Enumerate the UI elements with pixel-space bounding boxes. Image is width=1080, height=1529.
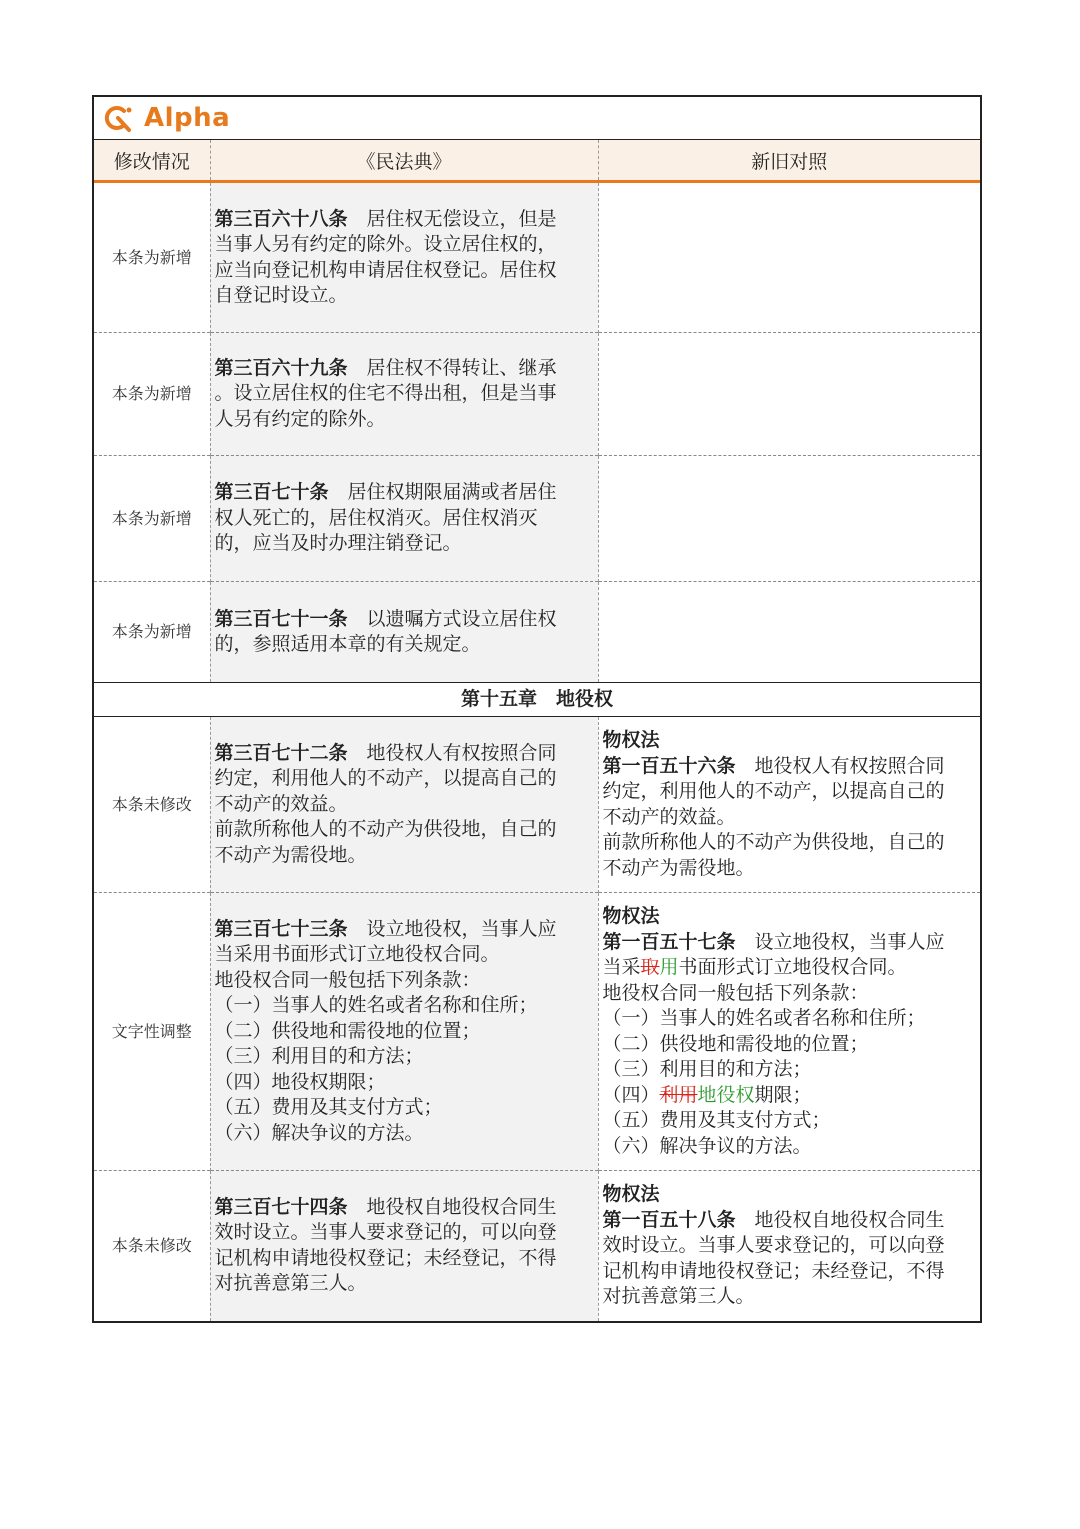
civil-code-cell <box>210 182 598 333</box>
text-line: （一）当事人的姓名或者名称和住所； <box>602 1007 926 1029</box>
old-law-name: 物权法 <box>602 905 660 927</box>
text-line: 以遗嘱方式设立居住权 <box>366 607 557 630</box>
text-line: （六）解决争议的方法。 <box>214 1121 424 1144</box>
chapter-row <box>94 683 980 717</box>
text-line: 当事人另有约定的除外。设立居住权的， <box>214 233 557 255</box>
text-line: （二）供役地和需役地的位置； <box>602 1032 869 1055</box>
article-number: 第三百七十四条 <box>214 1195 348 1218</box>
header-civil-code: 《民法典》 <box>210 140 598 182</box>
civil-code-cell <box>210 893 598 1171</box>
civil-code-cell <box>210 582 598 683</box>
compare-cell <box>598 182 980 333</box>
text-line: 约定，利用他人的不动产，以提高自己的 <box>602 780 945 802</box>
text-line: （三）利用目的和方法； <box>602 1058 812 1080</box>
text-line: 居住权无偿设立，但是 <box>366 207 557 230</box>
civil-code-cell <box>210 456 598 582</box>
article-number: 第三百七十三条 <box>214 917 348 940</box>
text-line: 地役权人有权按照合同 <box>754 754 945 777</box>
text-line: （五）费用及其支付方式； <box>602 1109 831 1131</box>
header-compare: 新旧对照 <box>598 140 980 182</box>
text-segment: 书面形式订立地役权合同。 <box>678 956 907 978</box>
compare-cell <box>598 717 980 893</box>
header-status: 修改情况 <box>94 140 210 182</box>
old-article-number: 第一百五十八条 <box>602 1208 736 1231</box>
text-line: 约定，利用他人的不动产，以提高自己的 <box>214 767 557 790</box>
text-segment: （四） <box>602 1083 660 1106</box>
text-line: （六）解决争议的方法。 <box>602 1134 812 1157</box>
text-line: 不动产为需役地。 <box>214 843 367 866</box>
article-number: 第三百七十一条 <box>214 607 348 630</box>
table-row <box>94 333 980 456</box>
text-segment: 期限； <box>754 1083 812 1106</box>
text-line-redline <box>603 1083 977 1109</box>
text-line: 地役权自地役权合同生 <box>366 1195 557 1218</box>
text-line: 地役权合同一般包括下列条款： <box>214 968 481 991</box>
status-cell: 本条为新增 <box>111 247 192 267</box>
old-law-name: 物权法 <box>602 1183 660 1205</box>
table-row <box>94 1171 980 1321</box>
text-line: 对抗善意第三人。 <box>602 1285 755 1307</box>
compare-cell <box>598 582 980 683</box>
chapter-heading: 第十五章 地役权 <box>94 683 980 717</box>
text-line: 自登记时设立。 <box>214 284 348 306</box>
text-line: 对抗善意第三人。 <box>214 1272 367 1295</box>
status-cell: 文字性调整 <box>94 893 210 1171</box>
text-line: 地役权人有权按照合同 <box>366 741 557 764</box>
text-line: 居住权期限届满或者居住 <box>347 481 557 504</box>
text-line: 效时设立。当事人要求登记的，可以向登 <box>214 1221 557 1244</box>
compare-cell <box>598 456 980 582</box>
civil-code-cell <box>210 333 598 456</box>
text-line: （四）地役权期限； <box>214 1070 386 1093</box>
text-line: 记机构申请地役权登记；未经登记，不得 <box>602 1259 945 1282</box>
table-row <box>94 717 980 893</box>
text-line: （一）当事人的姓名或者名称和住所； <box>214 994 538 1017</box>
compare-cell <box>598 333 980 456</box>
civil-code-cell <box>210 1171 598 1321</box>
status-cell: 本条未修改 <box>111 794 192 814</box>
text-line: 设立地役权，当事人应 <box>366 917 557 940</box>
alpha-logo-icon <box>102 103 132 133</box>
status-cell: 本条为新增 <box>94 582 210 683</box>
text-line: （三）利用目的和方法； <box>214 1045 424 1068</box>
civil-code-cell <box>210 717 598 893</box>
table-row <box>94 456 980 582</box>
table-row <box>94 893 980 1171</box>
text-line: 地役权自地役权合同生 <box>754 1208 945 1231</box>
compare-cell <box>598 1171 980 1321</box>
text-line: 记机构申请地役权登记；未经登记，不得 <box>214 1246 557 1269</box>
text-line: 前款所称他人的不动产为供役地，自己的 <box>214 818 557 841</box>
text-line: （五）费用及其支付方式； <box>214 1096 443 1119</box>
article-number: 第三百七十条 <box>214 481 329 504</box>
text-line: 设立地役权，当事人应 <box>754 930 945 953</box>
text-segment: 当采 <box>602 956 641 978</box>
inserted-text: 地役权 <box>697 1083 755 1106</box>
text-line: 的，参照适用本章的有关规定。 <box>214 633 481 655</box>
status-cell: 本条未修改 <box>94 1171 210 1321</box>
text-line: 不动产的效益。 <box>602 805 736 828</box>
old-article-number: 第一百五十七条 <box>602 930 736 953</box>
text-line: 效时设立。当事人要求登记的，可以向登 <box>602 1234 945 1256</box>
text-line: 不动产为需役地。 <box>602 856 755 879</box>
text-line: 权人死亡的，居住权消灭。居住权消灭 <box>214 506 538 529</box>
text-line: 当采用书面形式订立地役权合同。 <box>214 943 500 966</box>
article-number: 第三百七十二条 <box>214 741 348 764</box>
old-article-number: 第一百五十六条 <box>602 754 736 777</box>
inserted-text: 用 <box>659 956 679 978</box>
text-line: 应当向登记机构申请居住权登记。居住权 <box>214 258 557 281</box>
text-line-redline <box>603 955 977 981</box>
text-line: 前款所称他人的不动产为供役地，自己的 <box>602 831 945 853</box>
text-line: 地役权合同一般包括下列条款： <box>602 981 869 1004</box>
text-line: 人另有约定的除外。 <box>214 407 386 430</box>
compare-cell <box>598 893 980 1171</box>
comparison-sheet <box>92 95 982 1323</box>
brand-name: Alpha <box>144 103 231 133</box>
text-line: 。设立居住权的住宅不得出租，但是当事 <box>214 382 557 405</box>
text-line: 不动产的效益。 <box>214 792 348 815</box>
old-law-name: 物权法 <box>602 729 660 751</box>
article-number: 第三百六十九条 <box>214 356 348 379</box>
comparison-table <box>94 140 980 1321</box>
brand-header <box>94 97 980 140</box>
article-number: 第三百六十八条 <box>214 207 348 230</box>
status-cell: 本条为新增 <box>94 456 210 582</box>
text-line: （二）供役地和需役地的位置； <box>214 1019 481 1042</box>
text-line: 的，应当及时办理注销登记。 <box>214 532 462 555</box>
table-row <box>94 582 980 683</box>
status-cell: 本条为新增 <box>94 333 210 456</box>
deleted-text: 取 <box>640 956 660 978</box>
deleted-text: 利用 <box>659 1083 698 1106</box>
table-header-row <box>94 140 980 182</box>
table-row <box>94 182 980 333</box>
text-line: 居住权不得转让、继承 <box>366 356 557 379</box>
